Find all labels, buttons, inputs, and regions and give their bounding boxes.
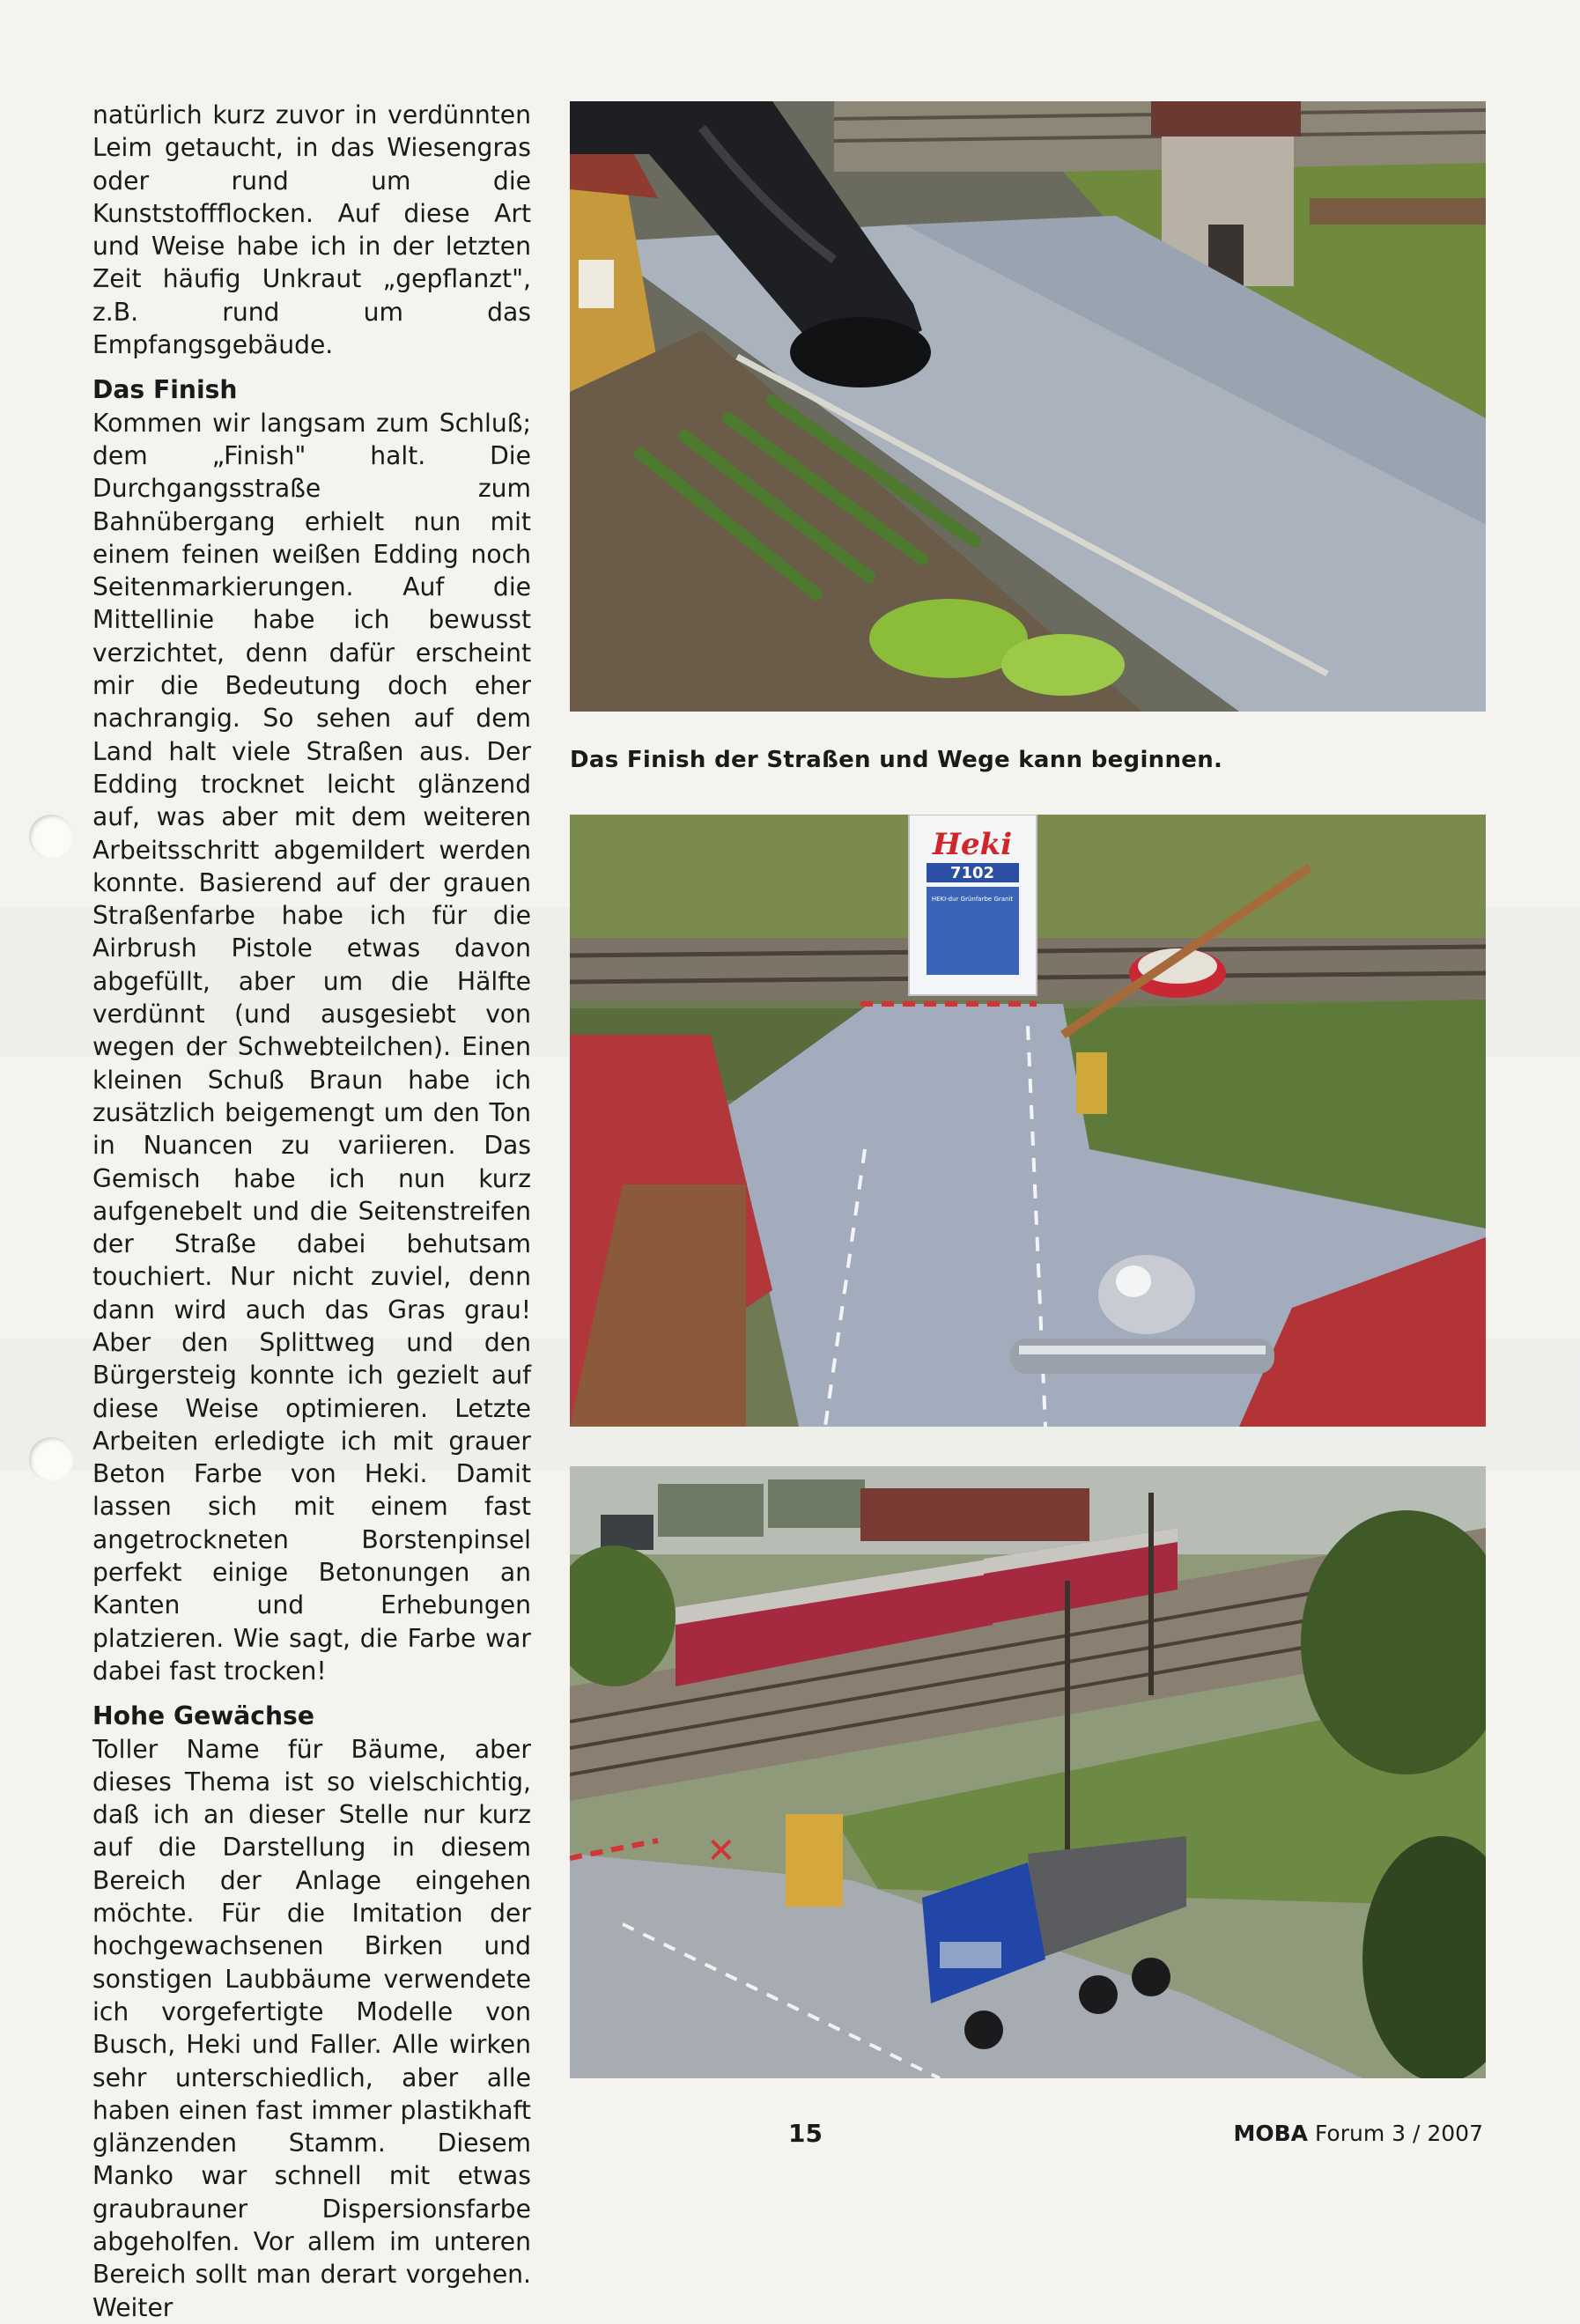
- photo-railbus-truck: [570, 1466, 1486, 2078]
- binder-hole: [29, 1437, 73, 1481]
- binder-hole: [29, 815, 73, 859]
- magazine-issue: Forum 3 / 2007: [1314, 2121, 1483, 2146]
- svg-text:✕: ✕: [706, 1831, 736, 1871]
- article-text-column: [92, 99, 531, 2324]
- photo-road-crossing-image: [570, 815, 1486, 1427]
- section-text-trees: Toller Name für Bäume, aber dieses Thema ist so vielschichtig, daß ich an dieser Stelle nur kurz auf die Darstellung in diesem Bereich der Anlage eingehen möchte. Für die Imitation der hochgewachsenen Birken und sonstigen Laubbäume verwendete ich vorgefertigte Modelle von Busch, Heki und Faller. Alle wirken sehr unterschiedlich, aber alle haben einen fast immer plastikhaft glänzenden Stamm. Diesem Manko war schnell mit etwas graubrauner Dispersionsfarbe abgeholfen. Vor allem im unteren Bereich sollt man derart vorgehen. Weiter: [92, 1734, 531, 2322]
- heki-number-text: 7102: [949, 864, 995, 882]
- section-heading-trees: Hohe Gewächse: [92, 1701, 314, 1731]
- heki-product-text: HEKI-dur Grünfarbe Granit: [931, 896, 1014, 903]
- photo-caption: Das Finish der Straßen und Wege kann beginnen.: [570, 747, 1223, 773]
- photo-vacuum-road-image: [570, 101, 1486, 712]
- section-text-finish: Kommen wir langsam zum Schluß; dem „Finish" halt. Die Durchgangsstraße zum Bahnübergang erhielt nun mit einem feinen weißen Edding noch Seitenmarkierungen. Auf die Mittellinie habe ich bewusst verzichtet, denn dafür erscheint mir die Bedeutung doch eher nachrangig. So sehen auf dem Land halt viele Straßen aus. Der Edding trocknet leicht glänzend auf, was aber mit dem weiteren Arbeitsschritt abgemildert werden konnte. Basierend auf der grauen Straßenfarbe habe ich für die Airbrush Pistole etwas davon abgefüllt, aber um die Hälfte verdünnt (und ausgesiebt von wegen der Schwebteilchen). Einen kleinen Schuß Braun habe ich zusätzlich beigemengt um den Ton in Nuancen zu variieren. Das Gemisch habe ich nun kurz aufgenebelt und die Seitenstreifen der Straße dabei behutsam touchiert. Nur nicht zuviel, denn dann wird auch das Gras grau! Aber den Splittweg und den Bürgersteig konnte ich gezielt auf diese Weise optimieren. Letzte Arbeiten erledigte ich mit grauer Beton Farbe von Heki. Damit lassen sich mit einem fast angetrockneten Borstenpinsel perfekt einige Betonungen an Kanten und Erhebungen platzieren. Wie sagt, die Farbe war dabei fast trocken!: [92, 408, 531, 1686]
- section-heading-finish: Das Finish: [92, 375, 238, 405]
- photo-road-crossing-airbrush: [570, 815, 1486, 1427]
- magazine-footer: [1233, 2121, 1483, 2146]
- intro-paragraph: natürlich kurz zuvor in verdünnten Leim getaucht, in das Wiesengras oder rund um die Kunststoffflocken. Auf diese Art und Weise habe ich in der letzten Zeit häufig Unkraut „gepflanzt", z.B. rund um das Empfangsgebäude.: [92, 100, 531, 360]
- magazine-brand: MOBA: [1233, 2121, 1308, 2146]
- photo-railbus-truck-image: [570, 1466, 1486, 2078]
- heki-brand-text: Heki: [932, 827, 1013, 862]
- page-number: 15: [788, 2119, 823, 2148]
- photo-vacuum-road: [570, 101, 1486, 712]
